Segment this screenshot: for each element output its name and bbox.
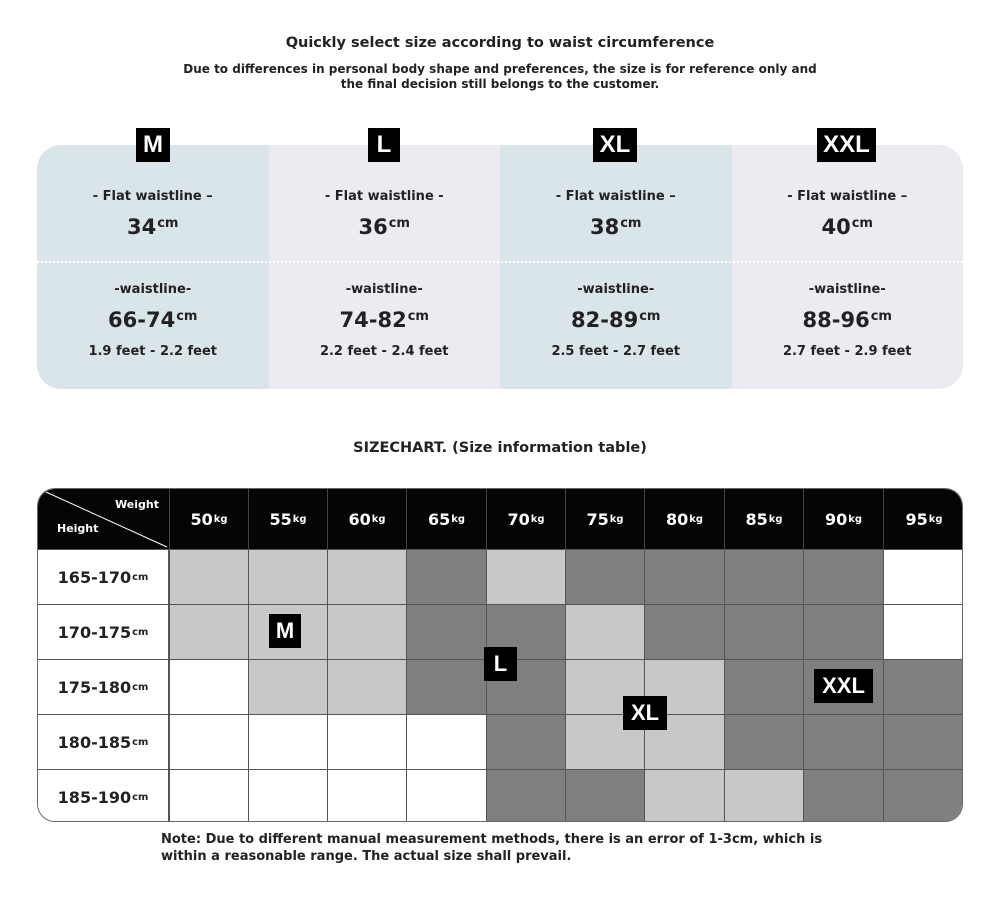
size-cell [803,549,883,604]
sizechart-title: SIZECHART. (Size information table) [353,440,647,456]
size-cell [327,714,406,769]
waistline-value: 66-74 [108,308,176,332]
weight-header-85 [724,489,803,549]
flat-waistline-value: 40 [821,215,851,239]
size-cell [486,714,565,769]
chart-tag-xl: XL [623,696,667,730]
size-cell [169,769,248,822]
weight-unit: kg [371,513,386,525]
flat-waistline-label: - Flat waistline [92,189,202,204]
size-cell [486,549,565,604]
weight-header-50 [169,489,248,549]
weight-value: 95 [905,509,928,529]
flat-waistline-value: 36 [358,215,388,239]
weight-value: 55 [269,509,292,529]
size-cell [565,769,644,822]
chart-tag-xxl: XXL [814,669,873,703]
size-cell [406,769,486,822]
size-cell [883,604,963,659]
size-cell [248,549,327,604]
weight-unit: kg [609,513,624,525]
waistline-feet: 2.7 feet - 2.9 feet [782,344,912,359]
flat-waistline-value: 34 [126,215,157,239]
table-row [38,549,963,604]
flat-waistline-value: 38 [589,215,620,239]
height-value: 180-185 [57,732,132,752]
height-value: 170-175 [57,622,132,642]
weight-unit: kg [689,513,703,525]
flat-waistline-label: - Flat waistline [555,189,665,204]
size-cell [406,549,486,604]
size-cell [883,769,963,822]
size-cell [327,549,406,604]
size-cell [327,604,406,659]
weight-header-60 [327,489,406,549]
size-cell [883,549,963,604]
weight-unit: kg [530,513,545,525]
weight-header-95 [883,489,963,549]
flat-waistline-dash: – [900,189,908,204]
page-title: Quickly select size according to waist circumference [285,35,715,51]
size-cell [883,659,963,714]
weight-header-75 [565,489,644,549]
size-cell [883,714,963,769]
size-cell [248,659,327,714]
table-header [38,489,963,549]
table-row [38,769,963,822]
size-cell [248,769,327,822]
weight-value: 50 [190,509,213,529]
flat-waistline-label: - Flat waistline [787,189,897,204]
size-cell [803,604,883,659]
waist-card-xxl [732,145,964,389]
weight-unit: kg [292,513,307,525]
size-badge-xxl: XXL [817,128,876,162]
size-cell [724,769,803,822]
size-cell [724,714,803,769]
waistline-label: -waistline- [577,282,655,297]
waist-card-xl [500,145,732,389]
unit-label: cm [407,308,429,324]
size-cell [327,769,406,822]
waistline-feet: 2.2 feet - 2.4 feet [319,344,449,359]
size-badge-l: L [368,128,400,162]
size-cell [724,604,803,659]
weight-value: 90 [825,509,848,529]
size-cell [644,769,724,822]
size-badge-xl: XL [593,128,637,162]
waist-card-m [37,145,269,389]
height-row-label [38,659,169,714]
height-unit: cm [132,681,149,693]
size-cell [486,769,565,822]
size-cell [644,549,724,604]
flat-waistline-dash: – [669,189,676,204]
waistline-label: -waistline- [114,282,192,297]
height-unit: cm [132,571,149,583]
weight-value: 75 [586,509,609,529]
weight-value: 65 [428,509,451,529]
size-badge-m: M [136,128,170,162]
size-cell [803,769,883,822]
page-subtitle: Due to differences in personal body shape and preferences, the size is for reference only and the final decision still belongs to the customer. [183,62,817,91]
weight-value: 70 [507,509,530,529]
weight-header-65 [406,489,486,549]
height-row-label [38,769,169,822]
weight-value: 85 [745,509,768,529]
waist-panel [37,145,963,389]
size-cell [644,604,724,659]
height-unit: cm [132,736,149,748]
unit-label: cm [157,215,179,231]
weight-header-70 [486,489,565,549]
height-row-label [38,604,169,659]
waistline-value: 88-96 [802,308,870,332]
size-cell [406,604,486,659]
weight-label: Weight [115,498,159,511]
size-cell [565,549,644,604]
weight-unit: kg [213,513,228,525]
size-cell [724,659,803,714]
size-cell [327,659,406,714]
weight-unit: kg [768,513,783,525]
height-row-label [38,549,169,604]
height-value: 175-180 [57,677,132,697]
note-text: Note: Due to different manual measurement methods, there is an error of 1-3cm, which is within a reasonable range. The actual size shall prevail. [161,832,823,864]
height-unit: cm [132,626,149,638]
flat-waistline-dash: – [206,189,213,204]
height-value: 165-170 [57,567,132,587]
height-label: Height [57,522,99,535]
corner-cell [38,489,169,549]
weight-unit: kg [848,513,862,525]
chart-tag-m: M [269,614,301,648]
size-cell [169,549,248,604]
height-unit: cm [132,791,149,803]
waistline-feet: 1.9 feet - 2.2 feet [88,344,218,359]
chart-tag-l: L [484,647,517,681]
size-cell [169,659,248,714]
weight-header-80 [644,489,724,549]
size-cell [406,659,486,714]
height-value: 185-190 [57,787,132,807]
size-cell [169,604,248,659]
waistline-label: -waistline- [345,282,423,297]
waist-card-l [269,145,501,389]
table-row [38,714,963,769]
waistline-label: -waistline- [808,282,886,297]
unit-label: cm [639,308,661,324]
weight-value: 80 [666,509,689,529]
size-cell [169,714,248,769]
dotted-divider [37,261,963,263]
unit-label: cm [870,308,892,324]
size-cell [406,714,486,769]
weight-unit: kg [928,513,943,525]
waistline-value: 74-82 [339,308,407,332]
weight-header-55 [248,489,327,549]
height-row-label [38,714,169,769]
unit-label: cm [851,215,873,231]
size-cell [565,604,644,659]
waistline-feet: 2.5 feet - 2.7 feet [551,344,681,359]
size-cell [803,714,883,769]
size-cell [724,549,803,604]
weight-value: 60 [348,509,371,529]
waistline-value: 82-89 [571,308,639,332]
weight-header-90 [803,489,883,549]
weight-unit: kg [451,513,465,525]
unit-label: cm [388,215,410,231]
unit-label: cm [176,308,198,324]
flat-waistline-label: - Flat waistline - [324,189,444,204]
size-cell [248,714,327,769]
unit-label: cm [620,215,642,231]
